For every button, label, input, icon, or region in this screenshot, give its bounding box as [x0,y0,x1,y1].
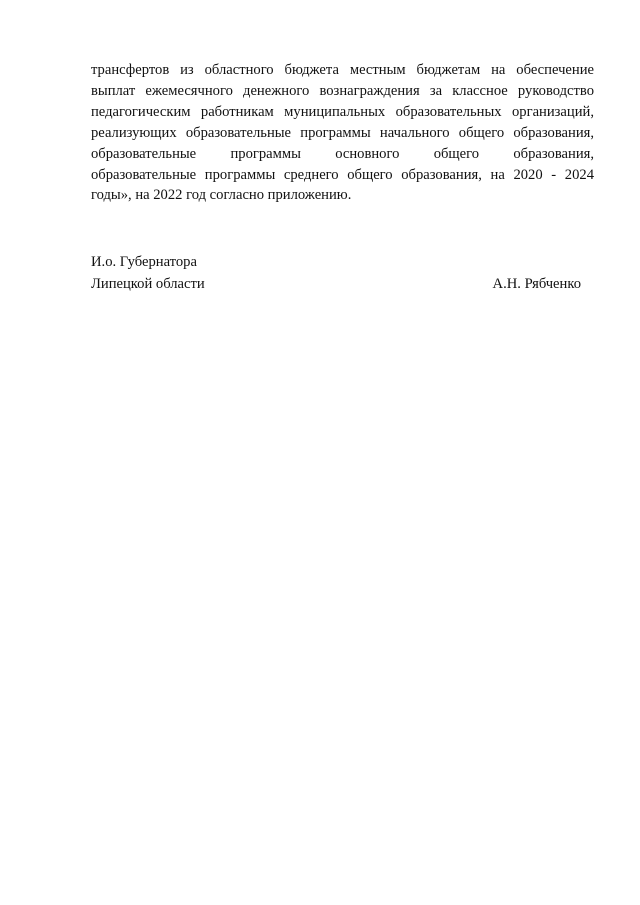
body-line: трансфертов из областного бюджета местным бюджетам на обеспечение [91,62,594,78]
signature-name-row [91,273,581,295]
document-body-paragraph [91,60,594,206]
body-line: образовательные программы среднего общего образования, на 2020 - 2024 [91,166,594,183]
body-line: реализующих образовательные программы начального общего образования, [91,124,594,141]
signatory-name: А.Н. Рябченко [492,276,581,292]
body-line-last: годы», на 2022 год согласно приложению. [91,187,352,204]
body-line: выплат ежемесячного денежного вознаграждения за классное руководство [91,82,594,99]
signatory-region: Липецкой области [91,276,205,292]
signatory-position-title: И.о. Губернатора [91,254,197,270]
signature-block [91,251,581,295]
body-line: педагогическим работникам муниципальных образовательных организаций, [91,103,594,120]
body-line: образовательные программы основного общего образования, [91,145,594,162]
signature-position-row [91,251,581,273]
